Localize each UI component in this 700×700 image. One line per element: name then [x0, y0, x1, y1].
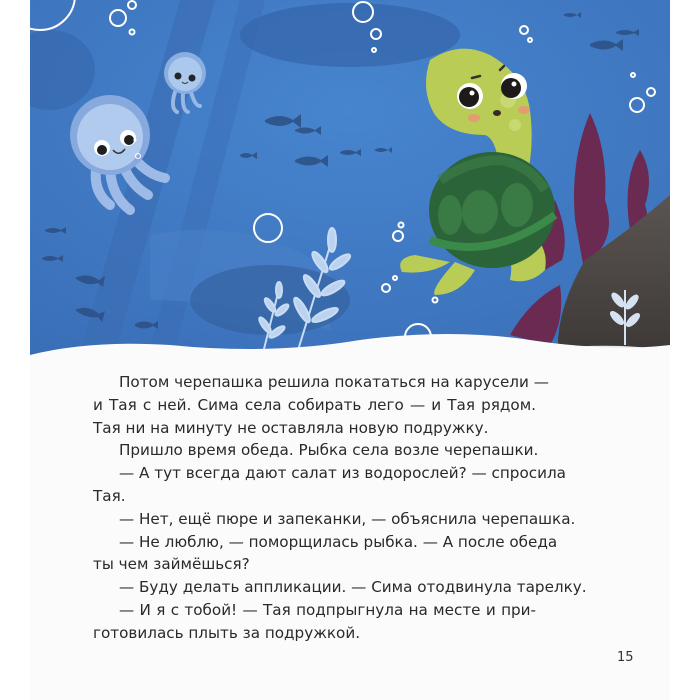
story-line: Тая ни на минуту не оставляла новую подружку.	[93, 418, 489, 437]
story-line: ты чем займёшься?	[93, 555, 250, 574]
story-line: Тая.	[93, 486, 126, 505]
story-line: — Не люблю, — поморщилась рыбка. — А после обеда	[119, 532, 558, 551]
story-line: Потом черепашка решила покататься на карусели —	[119, 373, 549, 391]
underwater-illustration	[30, 0, 670, 370]
story-line: — Нет, ещё пюре и запеканки, — объяснила черепашка.	[119, 509, 576, 528]
story-line: Пришло время обеда. Рыбка села возле черепашки.	[119, 441, 539, 460]
page-number: 15	[617, 650, 634, 665]
story-line: и Тая с ней. Сима села собирать лего — и Тая рядом.	[93, 395, 536, 414]
story-line: — А тут всегда дают салат из водорослей? — спросила	[119, 464, 566, 483]
story-text	[93, 371, 587, 645]
story-line: — И я с тобой! — Тая подпрыгнула на месте и при-	[119, 600, 536, 619]
story-line: — Буду делать аппликации. — Сима отодвинула тарелку.	[119, 578, 587, 597]
story-line: готовилась плыть за подружкой.	[93, 623, 361, 642]
